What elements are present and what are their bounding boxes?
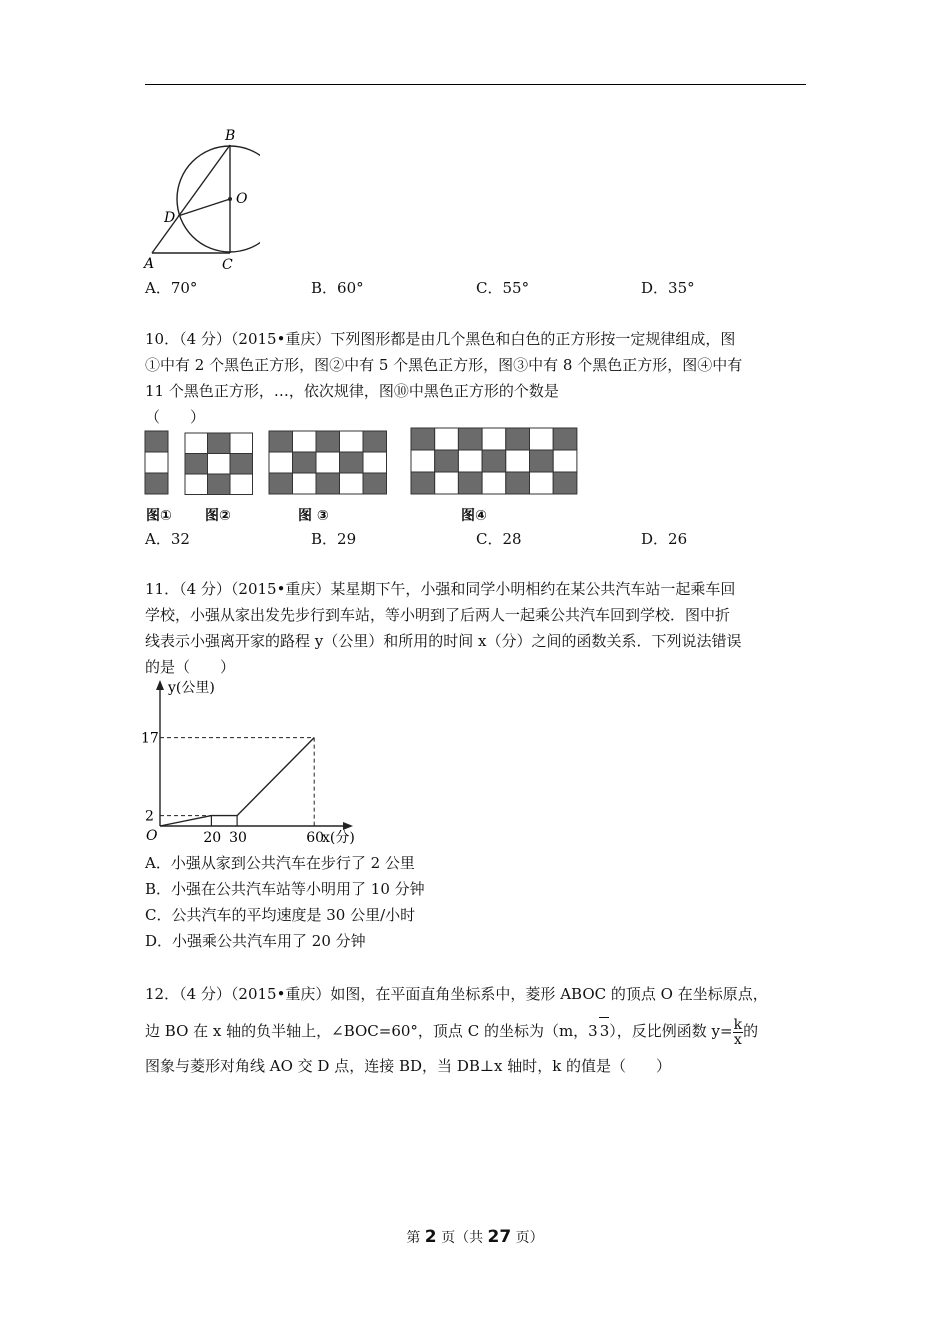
pattern-square [363,452,387,473]
pattern-square [145,452,168,473]
pattern-square [435,450,459,472]
pattern-square [553,450,577,472]
pattern-square [435,472,459,494]
q9-center-dot [228,197,232,201]
q12-line-1: 12．（4 分）（2015•重庆）如图，在平面直角坐标系中，菱形 ABOC 的顶点 O 在坐标原点， [145,985,768,1003]
pattern-square [208,433,231,454]
q9-line-do [178,199,230,216]
pattern-square [482,450,506,472]
q11-text [145,576,741,680]
q9-label-o: O [236,191,248,207]
q9-circle-figure [140,126,260,274]
q11-line-4: 的是（ ） [145,658,236,676]
q9-line-ab [152,145,230,253]
page-footer: 第 2 页（共 27 页） [406,1227,544,1247]
q11-x-tick-label: 30 [229,830,247,846]
pattern-square [293,431,317,452]
q11-y-tick-label: 2 [145,808,154,825]
pattern-square [208,454,231,475]
q9-option-d: D．35° [641,279,695,297]
pattern-square [316,452,340,473]
pattern-square [530,472,554,494]
q11-line-3: 线表示小强离开家的路程 y（公里）和所用的时间 x（分）之间的函数关系．下列说法错误 [145,632,742,650]
footer-total-pages: 27 [487,1227,512,1247]
pattern-square [293,473,317,494]
q11-line-1: 11．（4 分）（2015•重庆）某星期下午，小强和同学小明相约在某公共汽车站一起乘车回 [145,580,736,598]
pattern-square [269,431,293,452]
q10-figure-label-1: 图① [146,508,172,524]
q12-line-3: 图象与菱形对角线 AO 交 D 点，连接 BD，当 DB⊥x 轴时，k 的值是（ ） [145,1057,672,1075]
q10-figure-label-4: 图④ [461,508,487,524]
q10-line-3: 11 个黑色正方形，…，依次规律，图⑩中黑色正方形的个数是 [145,382,559,400]
pattern-square [435,428,459,450]
pattern-square [293,452,317,473]
q11-x-label: x(分) [322,830,355,846]
q10-option-c: C．28 [476,530,522,548]
pattern-square [411,472,435,494]
q11-x-tick-label: 60 [306,830,325,846]
pattern-square [185,433,208,454]
q10-line-2: ①中有 2 个黑色正方形，图②中有 5 个黑色正方形，图③中有 8 个黑色正方形，图④中有 [145,356,743,374]
q10-pattern-figure-3 [268,430,388,496]
pattern-square [316,431,340,452]
pattern-square [208,474,231,495]
pattern-square [316,473,340,494]
q11-y-axis-arrow [156,680,164,690]
q9-label-d: D [164,210,176,226]
q11-option-d: D．小强乘公共汽车用了 20 分钟 [145,932,366,950]
q10-line-1: 10．（4 分）（2015•重庆）下列图形都是由几个黑色和白色的正方形按一定规律组成，图 [145,330,736,348]
pattern-square [230,454,253,475]
q11-y-tick-label: 17 [141,730,159,747]
q10-option-b: B．29 [311,530,357,548]
pattern-square [506,472,530,494]
q11-y-label: y(公里) [168,680,215,696]
pattern-square [269,473,293,494]
pattern-square [145,473,168,494]
q9-label-a: A [144,256,155,272]
pattern-square [458,472,482,494]
pattern-square [363,431,387,452]
pattern-square [269,452,293,473]
q10-option-d: D．26 [641,530,688,548]
pattern-square [145,431,168,452]
q11-option-c: C．公共汽车的平均速度是 30 公里/小时 [145,906,416,924]
q10-pattern-figure-4 [410,427,578,495]
q11-origin-label: O [146,828,158,844]
q11-option-b: B．小强在公共汽车站等小明用了 10 分钟 [145,880,425,898]
q10-pattern-figure-2 [184,432,254,496]
pattern-square [530,428,554,450]
q10-option-a: A．32 [145,530,190,548]
pattern-square [506,450,530,472]
q10-figure-label-2: 图② [205,508,231,524]
q9-option-b: B．60° [311,279,364,297]
q11-x-axis-arrow [343,822,353,830]
header-rule [145,84,806,85]
q9-option-a: A．70° [145,279,198,297]
q11-line-2: 学校，小强从家出发先步行到车站，等小明到了后两人一起乘公共汽车回到学校．图中折 [145,606,731,624]
pattern-square [458,450,482,472]
pattern-square [363,473,387,494]
pattern-square [185,454,208,475]
pattern-square [340,431,364,452]
q12-line-2: 边 BO 在 x 轴的负半轴上，∠BOC=60°，顶点 C 的坐标为（m，3 3），反比例函数 y= $\frac{k}{x}$ 的 [145,1016,759,1048]
q10-figure-label-3: 图 ③ [298,508,329,524]
pattern-square [230,433,253,454]
q10-text [145,326,742,430]
q11-option-a: A．小强从家到公共汽车在步行了 2 公里 [145,854,415,872]
pattern-square [411,450,435,472]
q9-label-b: B [225,128,236,144]
pattern-square [185,474,208,495]
pattern-square [230,474,253,495]
pattern-square [340,473,364,494]
q9-label-c: C [222,257,233,273]
q11-line-chart [140,676,370,851]
q11-series-line [160,738,314,826]
pattern-square [411,428,435,450]
pattern-square [458,428,482,450]
q12-sqrt: 3 [599,1017,610,1044]
pattern-square [530,450,554,472]
q11-x-tick-label: 20 [203,830,222,846]
pattern-square [553,428,577,450]
footer-page-number: 2 [424,1227,437,1247]
pattern-square [553,472,577,494]
pattern-square [340,452,364,473]
q10-pattern-figure-1 [144,430,170,496]
pattern-square [482,428,506,450]
pattern-square [506,428,530,450]
q12-fraction: $\frac{k}{x}$ [733,1016,743,1048]
q9-option-c: C．55° [476,279,530,297]
q10-line-4: （ ） [145,408,206,426]
pattern-square [482,472,506,494]
